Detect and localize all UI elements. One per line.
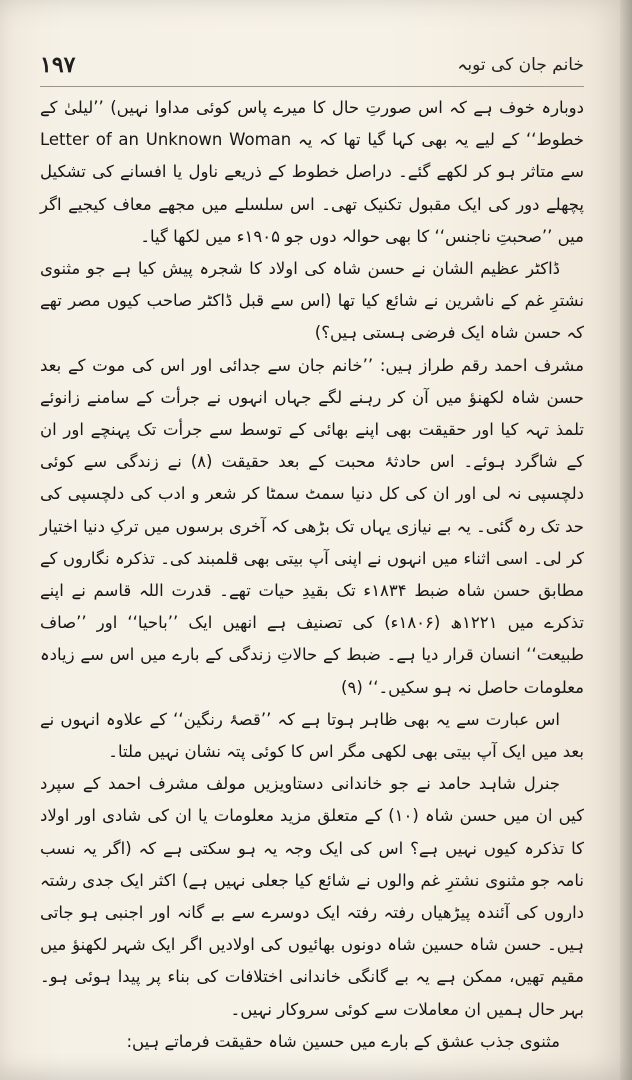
page-header bbox=[40, 52, 584, 82]
header-divider bbox=[40, 86, 584, 87]
page-number: ۱۹۷ bbox=[40, 52, 76, 78]
page-edge-shadow bbox=[620, 0, 632, 1080]
running-title: خانم جان کی توبہ bbox=[457, 55, 584, 75]
paragraph-6: مثنوی جذب عشق کے بارے میں حسین شاہ حقیقت فرماتے ہیں: bbox=[126, 1031, 560, 1051]
paragraph-5: جنرل شاہد حامد نے جو خاندانی دستاویزیں مولف مشرف احمد کے سپرد کیں ان میں حسن شاہ (۱۰) کے متعلق مزید معلومات یا ان کی شادی اور اولاد کا تذکرہ کیوں نہیں ہے؟ اس کی ایک وجہ یہ ہو سکتی ہے کہ (اگر یہ نسب نامہ جو مثنوی نشترِ غم والوں نے شائع کیا جعلی نہیں ہے) اکثر ایک جدی رشتہ داروں کی آئندہ پیڑھیاں رفتہ رفتہ ایک دوسرے سے بے گانہ اور اجنبی ہو جاتی ہیں۔ حسن شاہ حسین شاہ دونوں بھائیوں کی اولادیں اگر ایک شہر لکھنؤ میں مقیم تھیں، ممکن ہے یہ بے گانگی خاندانی اختلافات کی بناء پر پیدا ہوئی ہو۔ بہر حال ہمیں ان معاملات سے کوئی سروکار نہیں۔ bbox=[40, 774, 584, 1019]
body-text bbox=[40, 92, 584, 1058]
paragraph-2: ڈاکٹر عظیم الشان نے حسن شاہ کی اولاد کا شجرہ پیش کیا ہے جو مثنوی نشترِ غم کے ناشرین نے شائع کیا تھا (اس سے قبل ڈاکٹر صاحب کیوں مصر تھے کہ حسن شاہ ایک فرضی ہستی ہیں؟) bbox=[40, 259, 584, 343]
paragraph-1: دوبارہ خوف ہے کہ اس صورتِ حال کا میرے پاس کوئی مداوا نہیں) ’’لیلیٰ کے خطوط‘‘ کے لیے یہ بھی کہا گیا تھا کہ یہ Letter of an Unknown Woman سے متاثر ہو کر لکھے گئے۔ دراصل خطوط کے ذریعے ناول یا افسانے کی تشکیل پچھلے دور کی ایک مقبول تکنیک تھی۔ اس سلسلے میں مجھے معاف کیجیے اگر میں ’’صحبتِ ناجنس‘‘ کا بھی حوالہ دوں جو ۱۹۰۵ء میں لکھا گیا۔ bbox=[40, 98, 584, 246]
paragraph-3: مشرف احمد رقم طراز ہیں: ’’خانم جان سے جدائی اور اس کی موت کے بعد حسن شاہ لکھنؤ میں آن کر رہنے لگے جہاں انہوں نے جرأت کے سامنے زانوئے تلمذ تہہ کیا اور حقیقت بھی اپنے بھائی کے توسط سے جرأت تک پہنچے اور ان کے شاگرد ہوئے۔ اس حادثۂ محبت کے بعد حقیقت (۸) نے زندگی سے کوئی دلچسپی نہ لی اور ان کی کل دنیا سمٹ سمٹا کر شعر و ادب کی دلچسپی کی حد تک رہ گئی۔ یہ بے نیازی یہاں تک بڑھی کہ آخری برسوں میں ترکِ دنیا اختیار کر لی۔ اسی اثناء میں انہوں نے اپنی آپ بیتی بھی قلمبند کی۔ تذکرہ نگاروں کے مطابق حسن شاہ ضبط ۱۸۳۴ء تک بقیدِ حیات تھے۔ قدرت اللہ قاسم نے اپنے تذکرے میں ۱۲۲۱ھ (۱۸۰۶ء) کی تصنیف ہے انھیں ایک ’’باحیا‘‘ اور ’’صاف طبیعت‘‘ انسان قرار دیا ہے۔ ضبط کے حالاتِ زندگی کے بارے میں اس سے زیادہ معلومات حاصل نہ ہو سکیں۔‘‘ (۹) bbox=[40, 355, 585, 697]
paragraph-4: اس عبارت سے یہ بھی ظاہر ہوتا ہے کہ ’’قصۂ رنگین‘‘ کے علاوہ انہوں نے بعد میں ایک آپ بیتی بھی لکھی مگر اس کا کوئی پتہ نشان نہیں ملتا۔ bbox=[40, 709, 584, 762]
